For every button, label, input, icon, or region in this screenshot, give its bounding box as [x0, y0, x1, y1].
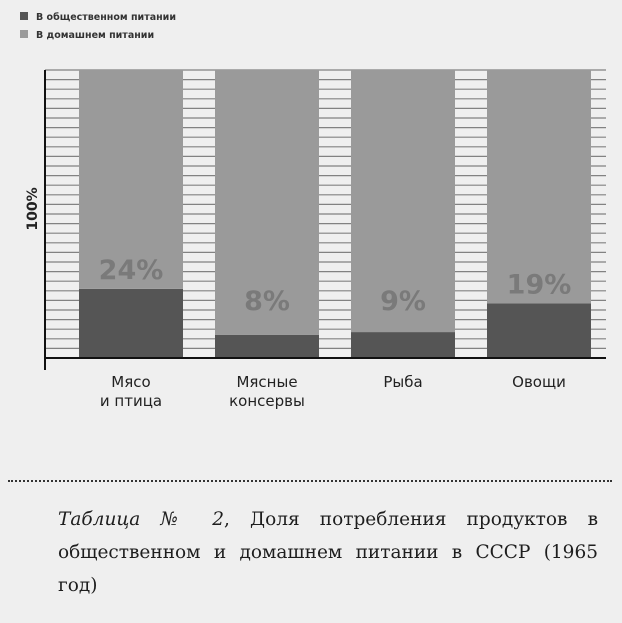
category-label: и птица: [99, 392, 163, 410]
bar-public: [215, 335, 319, 358]
data-label: 19%: [506, 269, 572, 301]
caption-text: , Доля потребления продуктов в общественном и домашнем питании в СССР (1965 год): [58, 509, 598, 596]
bar-public: [351, 332, 455, 358]
category-label: Мясо: [111, 373, 151, 391]
data-label: 8%: [244, 286, 290, 317]
category-label: консервы: [229, 392, 305, 410]
category-label: Рыба: [383, 373, 423, 391]
bar-public: [79, 289, 183, 358]
legend-swatch: [20, 12, 28, 20]
category-label: Овощи: [512, 373, 566, 391]
dotted-separator: [8, 480, 612, 482]
category-label: Мясные: [236, 373, 298, 391]
legend-label: В общественном питании: [36, 12, 176, 23]
data-label: 24%: [98, 254, 164, 286]
legend-swatch: [20, 30, 28, 38]
caption-title: Таблица № 2: [58, 509, 225, 530]
legend: [20, 12, 176, 41]
y-axis-label: 100%: [25, 187, 41, 231]
caption: [58, 503, 598, 602]
data-label: 9%: [380, 286, 426, 317]
bar-public: [487, 303, 591, 358]
legend-label: В домашнем питании: [36, 30, 155, 41]
